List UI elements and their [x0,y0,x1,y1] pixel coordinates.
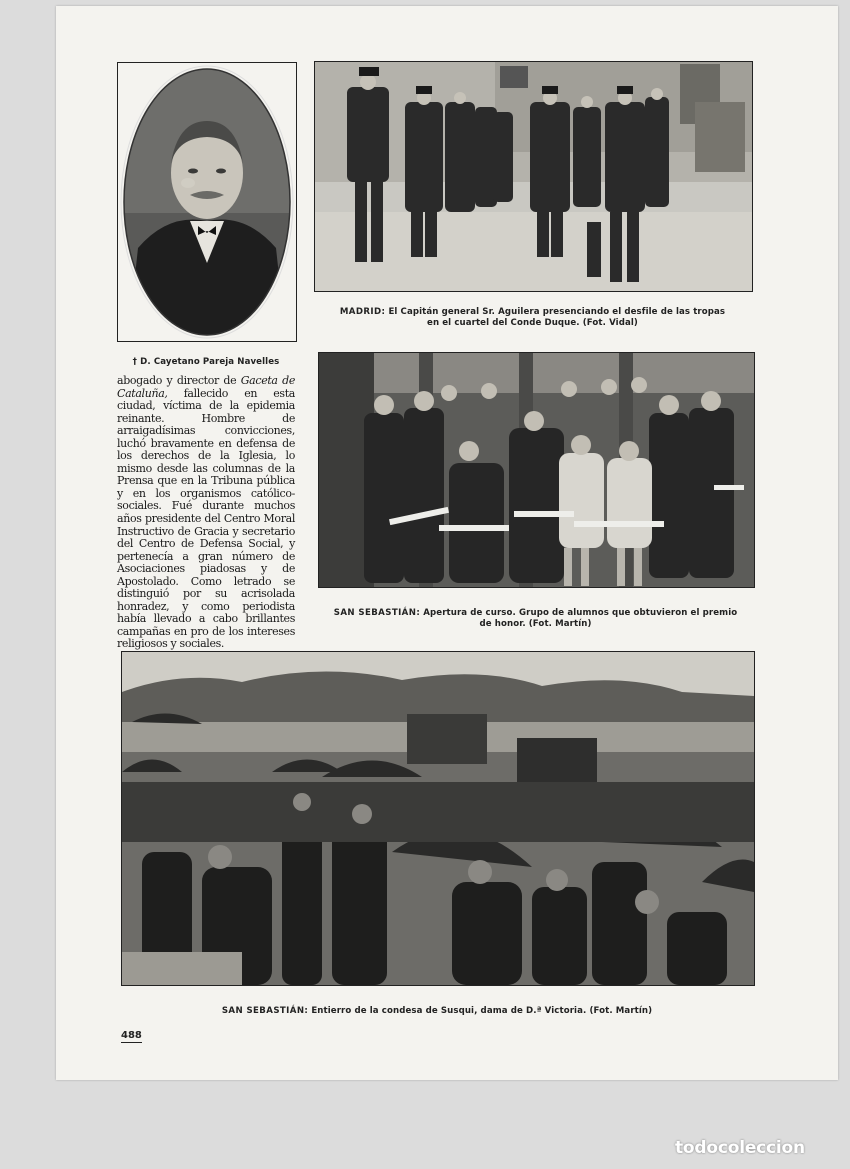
madrid-caption-lead: MADRID: [339,307,386,317]
funeral-procession-photo [121,651,755,986]
funeral-caption [121,1006,753,1017]
madrid-parade-illustration [315,62,752,291]
funeral-caption-line1: Entierro de la condesa de Susqui, dama de D.ª Victoria. (Fot. Martín) [308,1006,653,1016]
portrait-illustration [118,63,296,341]
students-caption-line1: Apertura de curso. Grupo de alumnos que obtuvieron el premio [420,608,738,618]
students-caption [318,608,753,630]
funeral-caption-lead: SAN SEBASTIÁN: [221,1006,309,1016]
portrait-caption-text: † D. Cayetano Pareja Navelles [132,357,280,367]
watermark-logo: todocoleccion [675,1138,805,1158]
funeral-procession-illustration [122,652,754,985]
students-caption-line2: de honor. (Fot. Martín) [479,619,592,629]
madrid-caption [314,307,751,329]
obituary-text-part1: abogado y director de [117,374,241,387]
portrait-photo [117,62,297,342]
students-caption-lead: SAN SEBASTIÁN: [333,608,421,618]
madrid-caption-line1: El Capitán general Sr. Aguilera presenciando el desfile de las tropas [385,307,726,317]
portrait-caption [117,357,295,368]
obituary-text-part2: fallecido en esta ciudad, víctima de la epidemia reinante. Hombre de arraigadísimas convicciones, luchó bravamente en defensa de los derechos de la Iglesia, lo mismo desde las columnas de la Prensa que en la Tribuna pública y en los organismos católico-sociales. Fué durante muchos años presidente del Centro Moral Instructivo de Gracia y secretario del Centro de Defensa Social, y pertenecía a gran número de Asociaciones piadosas y de Apostolado. Como letrado se distinguió por su acrisolada honradez, y como periodista había llevado a cabo brillantes campañas en pro de los intereses religiosos y sociales. [117,386,295,651]
obituary-text [117,375,295,651]
publication-name: Gaceta de Cataluña, [117,374,295,400]
students-group-illustration [319,353,754,587]
madrid-parade-photo [314,61,753,292]
page-number: 488 [121,1030,142,1041]
students-group-photo [318,352,755,588]
madrid-caption-line2: en el cuartel del Conde Duque. (Fot. Vidal) [427,318,638,328]
